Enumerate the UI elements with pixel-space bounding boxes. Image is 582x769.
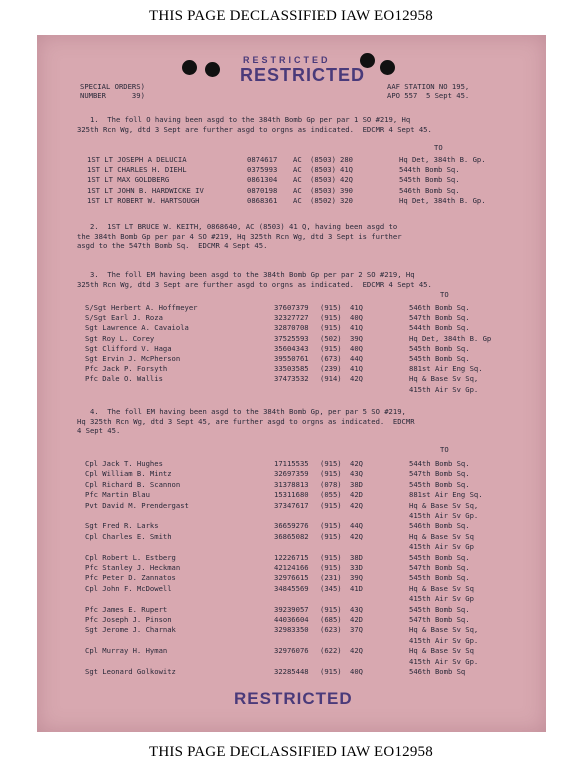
enlisted-name: Sgt Lawrence A. Cavaiola xyxy=(85,323,189,333)
enlisted-name: Sgt Fred R. Larks xyxy=(85,521,159,531)
para1-to-header: TO xyxy=(434,143,443,152)
assigned-unit: 547th Bomb Sq. xyxy=(409,313,470,323)
punch-hole xyxy=(205,62,220,77)
mos-code: (914) xyxy=(320,374,342,384)
serial-number: 36659276 xyxy=(274,521,309,531)
assigned-unit: 545th Bomb Sq. xyxy=(409,479,470,489)
mos-code: (915) xyxy=(320,323,342,333)
assigned-unit: 544th Bomb Sq. xyxy=(409,459,470,468)
serial-number: 36865082 xyxy=(274,531,309,541)
roster-row xyxy=(37,364,546,373)
mos-code: (8503) xyxy=(310,185,336,195)
enlisted-name: Cpl Robert L. Estberg xyxy=(85,552,176,562)
mos-code: (502) xyxy=(320,333,342,343)
age-code: 39Q xyxy=(350,333,363,343)
age-code: 40Q xyxy=(350,313,363,323)
age-code: 44Q xyxy=(350,354,363,363)
roster-row xyxy=(37,196,546,205)
mos-code: (673) xyxy=(320,354,342,363)
assigned-unit: 544th Bomb Sq. xyxy=(399,165,460,175)
assigned-unit: Hq & Base Sv Sq, xyxy=(409,500,479,510)
mos-code: (8503) xyxy=(310,155,336,164)
age-code: 41D xyxy=(350,583,363,593)
enlisted-name: Cpl John F. McDowell xyxy=(85,583,172,593)
mos-code: (623) xyxy=(320,625,342,635)
branch: AC xyxy=(293,155,302,164)
assigned-unit: 547th Bomb Sq. xyxy=(409,615,470,624)
roster-row xyxy=(37,636,546,645)
age-code: 42D xyxy=(350,490,363,500)
roster-row xyxy=(37,615,546,624)
roster-row xyxy=(37,354,546,363)
assigned-unit: 415th Air Sv Gp. xyxy=(409,656,479,666)
roster-row xyxy=(37,385,546,394)
age-code: 41Q xyxy=(350,364,363,374)
roster-row xyxy=(37,573,546,582)
officer-name: 1ST LT MAX GOLDBERG xyxy=(87,175,170,185)
enlisted-name: Pfc Martin Blau xyxy=(85,490,150,500)
assigned-unit: Hq & Base Sv Sq xyxy=(409,646,474,656)
serial-number: 15311680 xyxy=(274,490,309,500)
enlisted-name: Pvt David M. Prendergast xyxy=(85,500,189,510)
officer-name: 1ST LT ROBERT W. HARTSOUGH xyxy=(87,195,200,205)
paragraph-2-text: 2. 1ST LT BRUCE W. KEITH, 0868640, AC (8503) 41 Q, having been asgd to the 384th Bomb Gp per par 4 SO #219, Hq 325th Rcn Wg, dtd 3 Sept is further asgd to the 547th Bomb Sq. EDCMR 4 Sept 45. xyxy=(77,222,402,250)
para4-to-header: TO xyxy=(440,445,449,454)
assigned-unit: 415th Air Sv Gp xyxy=(409,542,474,552)
roster-row xyxy=(37,344,546,353)
officer-name: 1ST LT JOSEPH A DELUCIA xyxy=(87,155,187,164)
age-code: 41Q xyxy=(350,303,363,312)
assigned-unit: 545th Bomb Sq. xyxy=(409,604,470,614)
roster-row xyxy=(37,323,546,332)
mos-code: (915) xyxy=(320,459,342,468)
roster-row xyxy=(37,175,546,184)
roster-row xyxy=(37,186,546,195)
top-declassified-banner: THIS PAGE DECLASSIFIED IAW EO12958 xyxy=(149,8,433,24)
age-code: 43Q xyxy=(350,604,363,614)
mos-code: (8502) xyxy=(310,195,336,205)
assigned-unit: 546th Bomb Sq. xyxy=(409,521,470,531)
roster-row xyxy=(37,303,546,312)
serial-number: 37607379 xyxy=(274,303,309,312)
assigned-unit: Hq & Base Sv Sq, xyxy=(409,374,479,384)
station-label: AAF STATION NO 195, xyxy=(387,82,470,91)
enlisted-name: S/Sgt Earl J. Roza xyxy=(85,313,163,323)
roster-row xyxy=(37,511,546,520)
branch: AC xyxy=(293,165,302,175)
serial-number: 32870708 xyxy=(274,323,309,333)
order-number: NUMBER 39) xyxy=(80,91,145,100)
serial-number: 35604343 xyxy=(274,343,309,353)
serial-number: 42124166 xyxy=(274,563,309,572)
roster-row xyxy=(37,605,546,614)
serial-number: 44036604 xyxy=(274,615,309,624)
serial-number: 0375993 xyxy=(247,165,278,175)
age-code: 280 xyxy=(340,155,353,164)
branch: AC xyxy=(293,185,302,195)
roster-row xyxy=(37,374,546,383)
age-code: 33D xyxy=(350,563,363,572)
serial-number: 39239057 xyxy=(274,604,309,614)
mos-code: (8503) xyxy=(310,165,336,175)
serial-number: 32285448 xyxy=(274,667,309,676)
roster-row xyxy=(37,501,546,510)
roster-row xyxy=(37,594,546,603)
enlisted-name: Sgt Roy L. Corey xyxy=(85,333,155,343)
apo-date: APO 557 5 Sept 45. xyxy=(387,91,470,100)
age-code: 42Q xyxy=(350,374,363,384)
punch-hole xyxy=(182,60,197,75)
serial-number: 33503585 xyxy=(274,364,309,374)
bottom-declassified-banner: THIS PAGE DECLASSIFIED IAW EO12958 xyxy=(149,744,433,760)
enlisted-name: Sgt Ervin J. McPherson xyxy=(85,354,181,363)
enlisted-name: Sgt Jerome J. Charnak xyxy=(85,625,176,635)
roster-row xyxy=(37,155,546,164)
age-code: 44Q xyxy=(350,521,363,531)
age-code: 41Q xyxy=(340,165,353,175)
mos-code: (915) xyxy=(320,469,342,479)
age-code: 42D xyxy=(350,615,363,624)
assigned-unit: 415th Air Sv Gp. xyxy=(409,511,479,520)
branch: AC xyxy=(293,175,302,185)
enlisted-name: Cpl Charles E. Smith xyxy=(85,531,172,541)
age-code: 42Q xyxy=(350,459,363,468)
serial-number: 0868361 xyxy=(247,195,278,205)
roster-row xyxy=(37,563,546,572)
paragraph-3-text: 3. The foll EM having been asgd to the 384th Bomb Gp per par 2 SO #219, Hq 325th Rcn Wg, dtd 3 Sept are further asgd to orgns as indicated. EDCMR 4 Sept 45. xyxy=(77,270,432,289)
mos-code: (915) xyxy=(320,531,342,541)
assigned-unit: 881st Air Eng Sq. xyxy=(409,490,483,500)
serial-number: 0861304 xyxy=(247,175,278,185)
serial-number: 0874617 xyxy=(247,155,278,164)
roster-row xyxy=(37,532,546,541)
assigned-unit: 546th Bomb Sq xyxy=(409,667,466,676)
serial-number: 37347617 xyxy=(274,500,309,510)
assigned-unit: 545th Bomb Sq. xyxy=(409,552,470,562)
assigned-unit: Hq Det, 384th B. Gp. xyxy=(399,195,486,205)
mos-code: (915) xyxy=(320,313,342,323)
enlisted-name: Pfc Joseph J. Pinson xyxy=(85,615,172,624)
assigned-unit: 546th Bomb Sq. xyxy=(399,185,460,195)
assigned-unit: Hq & Base Sv Sq xyxy=(409,531,474,541)
age-code: 38D xyxy=(350,552,363,562)
roster-row xyxy=(37,490,546,499)
age-code: 39Q xyxy=(350,573,363,583)
age-code: 42Q xyxy=(350,646,363,656)
roster-row xyxy=(37,542,546,551)
assigned-unit: Hq & Base Sv Sq xyxy=(409,583,474,593)
mos-code: (915) xyxy=(320,667,342,676)
age-code: 42Q xyxy=(350,500,363,510)
age-code: 42Q xyxy=(350,531,363,541)
mos-code: (078) xyxy=(320,479,342,489)
enlisted-name: Sgt Clifford V. Haga xyxy=(85,343,172,353)
para3-to-header: TO xyxy=(440,290,449,299)
enlisted-name: Cpl Richard B. Scannon xyxy=(85,479,181,489)
assigned-unit: 545th Bomb Sq. xyxy=(409,573,470,583)
mos-code: (915) xyxy=(320,521,342,531)
assigned-unit: 545th Bomb Sq. xyxy=(399,175,460,185)
paragraph-4-text: 4. The foll EM having been asgd to the 384th Bomb Gp, per par 5 SO #219, Hq 325th Rcn Wg, dtd 3 Sept 45, are further asgd to orgns as indicated. EDCMR 4 Sept 45. xyxy=(77,407,415,435)
age-code: 40Q xyxy=(350,343,363,353)
mos-code: (345) xyxy=(320,583,342,593)
assigned-unit: 544th Bomb Sq. xyxy=(409,323,470,333)
age-code: 42Q xyxy=(340,175,353,185)
enlisted-name: Pfc Stanley J. Heckman xyxy=(85,563,181,572)
roster-row xyxy=(37,667,546,676)
restricted-stamp-small: RESTRICTED xyxy=(243,55,331,65)
serial-number: 0870198 xyxy=(247,185,278,195)
assigned-unit: 415th Air Sv Gp. xyxy=(409,384,479,394)
roster-row xyxy=(37,657,546,666)
roster-row xyxy=(37,625,546,634)
serial-number: 31378813 xyxy=(274,479,309,489)
roster-row xyxy=(37,165,546,174)
mos-code: (915) xyxy=(320,500,342,510)
assigned-unit: 881st Air Eng Sq. xyxy=(409,364,483,374)
enlisted-name: Pfc James E. Rupert xyxy=(85,604,168,614)
age-code: 390 xyxy=(340,185,353,195)
assigned-unit: Hq Det, 384th B. Gp. xyxy=(399,155,486,164)
assigned-unit: 547th Bomb Sq. xyxy=(409,563,470,572)
punch-hole xyxy=(380,60,395,75)
age-code: 40Q xyxy=(350,667,363,676)
serial-number: 32697359 xyxy=(274,469,309,479)
serial-number: 39550761 xyxy=(274,354,309,363)
age-code: 320 xyxy=(340,195,353,205)
mos-code: (231) xyxy=(320,573,342,583)
age-code: 37Q xyxy=(350,625,363,635)
serial-number: 37525593 xyxy=(274,333,309,343)
serial-number: 12226715 xyxy=(274,552,309,562)
roster-row xyxy=(37,584,546,593)
enlisted-name: Cpl Jack T. Hughes xyxy=(85,459,163,468)
mos-code: (055) xyxy=(320,490,342,500)
enlisted-name: Pfc Dale O. Wallis xyxy=(85,374,163,384)
roster-row xyxy=(37,459,546,468)
enlisted-name: Cpl William B. Mintz xyxy=(85,469,172,479)
roster-row xyxy=(37,334,546,343)
age-code: 43Q xyxy=(350,469,363,479)
assigned-unit: 547th Bomb Sq. xyxy=(409,469,470,479)
assigned-unit: 545th Bomb Sq. xyxy=(409,354,470,363)
restricted-stamp-bottom: RESTRICTED xyxy=(234,689,353,708)
assigned-unit: 545th Bomb Sq. xyxy=(409,343,470,353)
mos-code: (8503) xyxy=(310,175,336,185)
age-code: 38D xyxy=(350,479,363,489)
serial-number: 32976076 xyxy=(274,646,309,656)
special-orders-label: SPECIAL ORDERS) xyxy=(80,82,145,91)
serial-number: 34845569 xyxy=(274,583,309,593)
mos-code: (915) xyxy=(320,552,342,562)
assigned-unit: 415th Air Sv Gp xyxy=(409,594,474,604)
enlisted-name: Cpl Murray H. Hyman xyxy=(85,646,168,656)
mos-code: (685) xyxy=(320,615,342,624)
mos-code: (915) xyxy=(320,343,342,353)
assigned-unit: 546th Bomb Sq. xyxy=(409,303,470,312)
assigned-unit: Hq & Base Sv Sq, xyxy=(409,625,479,635)
enlisted-name: Sgt Leonard Golkowitz xyxy=(85,667,176,676)
roster-row xyxy=(37,480,546,489)
age-code: 41Q xyxy=(350,323,363,333)
mos-code: (239) xyxy=(320,364,342,374)
enlisted-name: Pfc Jack P. Forsyth xyxy=(85,364,168,374)
roster-row xyxy=(37,469,546,478)
enlisted-name: Pfc Peter D. Zannatos xyxy=(85,573,176,583)
roster-row xyxy=(37,313,546,322)
roster-row xyxy=(37,646,546,655)
branch: AC xyxy=(293,195,302,205)
serial-number: 32983350 xyxy=(274,625,309,635)
roster-row xyxy=(37,553,546,562)
serial-number: 17115535 xyxy=(274,459,309,468)
serial-number: 32976615 xyxy=(274,573,309,583)
assigned-unit: Hq Det, 384th B. Gp xyxy=(409,333,492,343)
roster-row xyxy=(37,521,546,530)
restricted-stamp-large: RESTRICTED xyxy=(240,65,366,85)
mos-code: (915) xyxy=(320,563,342,572)
paragraph-1-text: 1. The foll O having been asgd to the 384th Bomb Gp per par 1 SO #219, Hq 325th Rcn Wg, dtd 3 Sept are further asgd to orgns as indicated. EDCMR 4 Sept 45. xyxy=(77,115,432,134)
officer-name: 1ST LT CHARLES H. DIEHL xyxy=(87,165,187,175)
enlisted-name: S/Sgt Herbert A. Hoffmeyer xyxy=(85,303,198,312)
assigned-unit: 415th Air Sv Gp. xyxy=(409,635,479,645)
serial-number: 32327727 xyxy=(274,313,309,323)
mos-code: (915) xyxy=(320,303,342,312)
serial-number: 37473532 xyxy=(274,374,309,384)
officer-name: 1ST LT JOHN B. HARDWICKE IV xyxy=(87,185,204,195)
mos-code: (915) xyxy=(320,604,342,614)
mos-code: (622) xyxy=(320,646,342,656)
document-page xyxy=(37,35,546,732)
